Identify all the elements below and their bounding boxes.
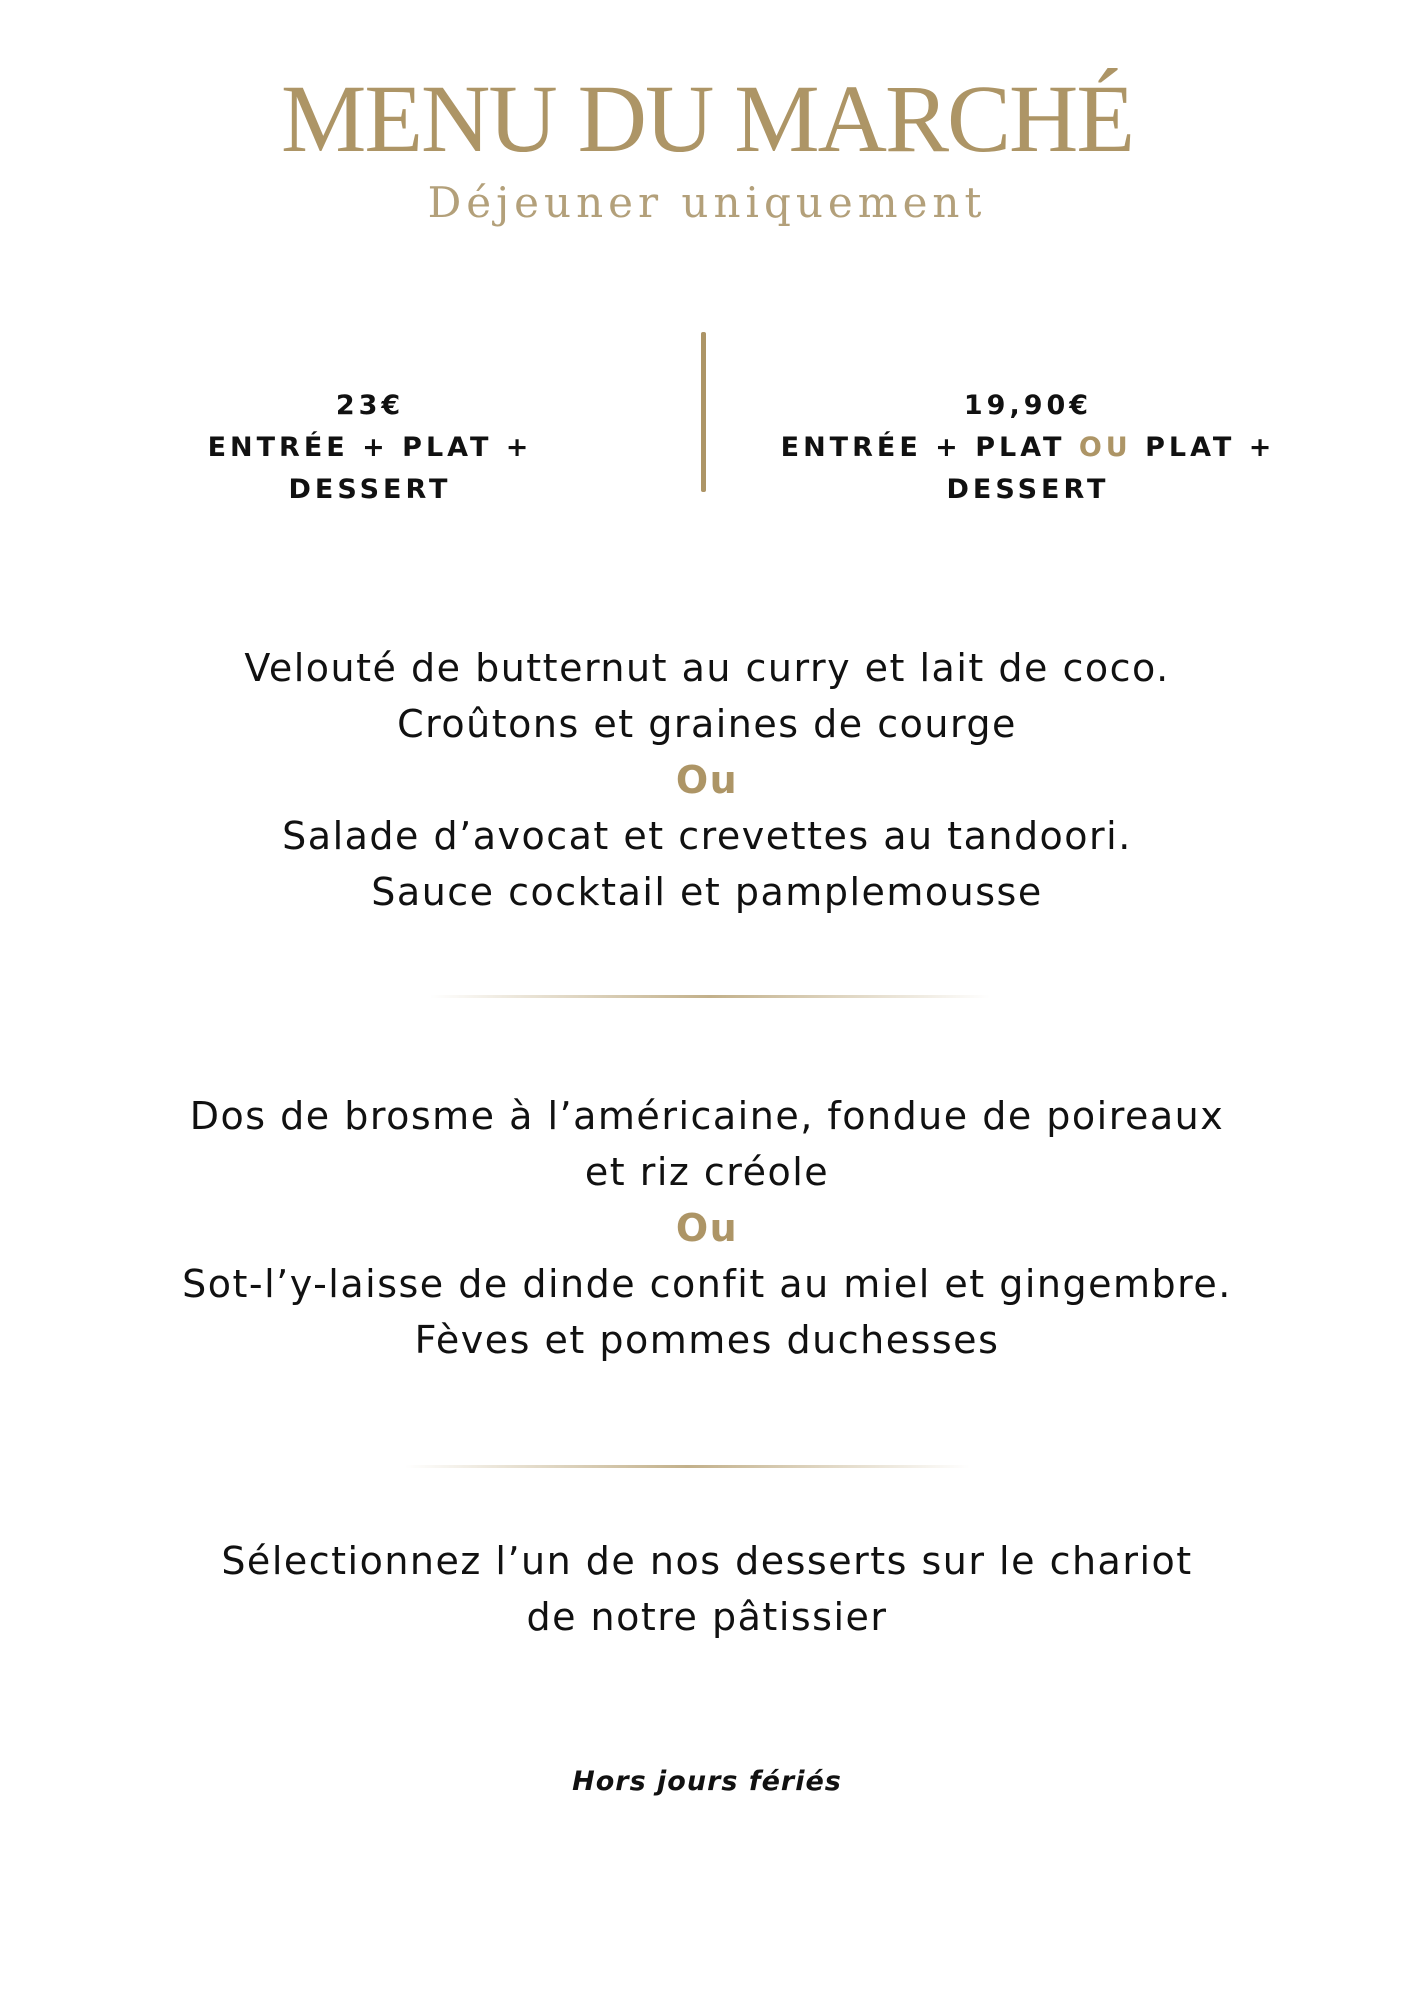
formula-two-course (718, 427, 1338, 511)
price-option-two-course (718, 385, 1338, 511)
main-option-2-line-2: Fèves et pommes duchesses (414, 1318, 1000, 1362)
main-or: Ou (675, 1206, 739, 1250)
section-divider (430, 995, 990, 998)
formula-or: OU (1078, 432, 1132, 463)
price-two-course: 19,90€ (963, 390, 1093, 421)
main-option-2-line-1: Sot-l’y-laisse de dinde confit au miel et gingembre. (182, 1262, 1232, 1306)
vertical-divider (701, 332, 706, 492)
starter-option-1-line-1: Velouté de butternut au curry et lait de coco. (244, 646, 1170, 690)
price-option-full (120, 385, 620, 511)
menu-subtitle: Déjeuner uniquement (427, 178, 987, 227)
price-full: 23€ (335, 390, 405, 421)
formula-two-course-part1: ENTRÉE + PLAT (780, 432, 1079, 463)
mains-section (80, 1088, 1334, 1368)
starters-section (80, 640, 1334, 920)
footer-note: Hors jours fériés (572, 1766, 842, 1797)
dessert-line-2: de notre pâtissier (526, 1595, 888, 1639)
formula-two-course-part2: PLAT + DESSERT (946, 432, 1276, 505)
starter-option-2-line-1: Salade d’avocat et crevettes au tandoori. (282, 814, 1132, 858)
dessert-section (80, 1533, 1334, 1645)
starter-option-2-line-2: Sauce cocktail et pamplemousse (371, 870, 1043, 914)
main-option-1-line-1: Dos de brosme à l’américaine, fondue de poireaux (189, 1094, 1225, 1138)
main-option-1-line-2: et riz créole (584, 1150, 830, 1194)
starter-option-1-line-2: Croûtons et graines de courge (397, 702, 1017, 746)
formula-full: ENTRÉE + PLAT + DESSERT (207, 432, 533, 505)
dessert-line-1: Sélectionnez l’un de nos desserts sur le chariot (221, 1539, 1193, 1583)
starter-or: Ou (675, 758, 739, 802)
menu-title: MENU DU MARCHÉ (280, 65, 1134, 172)
section-divider (405, 1465, 970, 1468)
